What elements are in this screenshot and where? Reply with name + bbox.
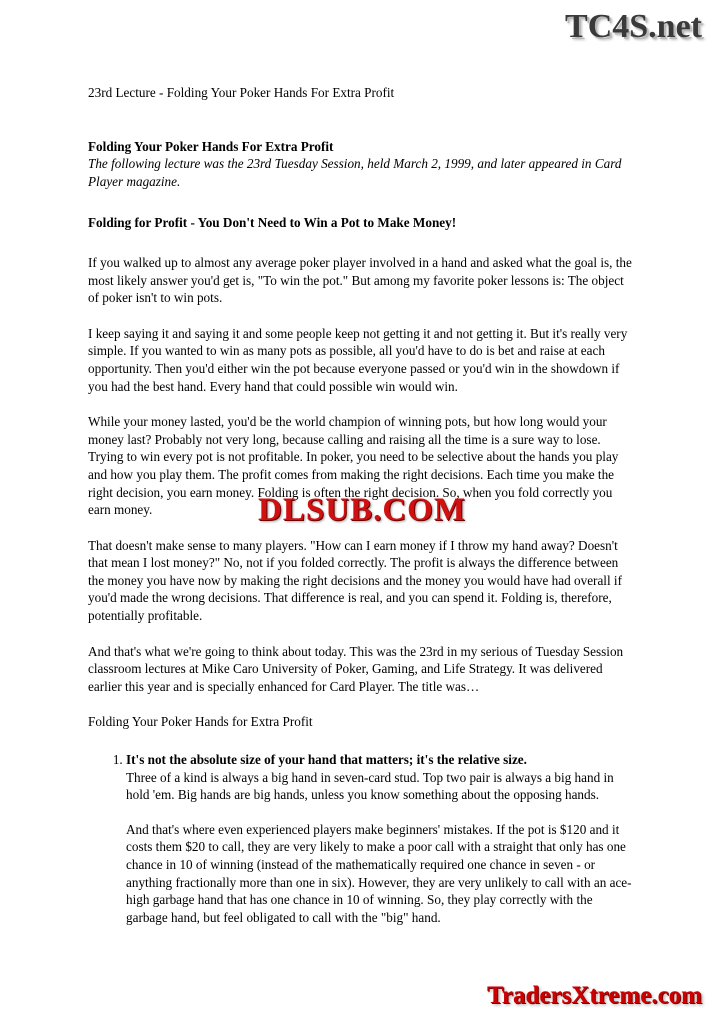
site-watermark-top: TC4S.net	[565, 8, 702, 45]
body-paragraph: I keep saying it and saying it and some people keep not getting it and not getting it. But it's really very simple. If you wanted to win as many pots as possible, all you'd have to do is bet and raise at each opportunity. Then you'd either win the pot because everyone passed or you'd win in the showdown if you had the best hand. Every hand that could possible win would win.	[88, 325, 628, 394]
list-item-paragraph: And that's where even experienced players make beginners' mistakes. If the pot is $120 and it costs them $20 to call, they are very likely to make a poor call with a straight that only has one chance in 10 of winning (instead of the mathematically required one chance in seven - or anything fractionally more than one in six). However, they are very unlikely to call with an ace-high garbage hand that has one chance in 10 of winning. So, they play correctly with the garbage hand, but feel obligated to call with the "big" hand.	[126, 821, 632, 925]
numbered-list	[88, 751, 633, 926]
body-paragraph: That doesn't make sense to many players. "How can I earn money if I throw my hand away? Doesn't that mean I lost money?" No, not if you folded correctly. The profit is always the difference between the money you have now by making the right decisions and the money you would have had overall if you'd made the wrong decisions. That difference is real, and you can spend it. Folding is, therefore, potentially profitable.	[88, 537, 622, 624]
page-title: Folding Your Poker Hands For Extra Profit	[88, 138, 334, 154]
document-subtitle: The following lecture was the 23rd Tuesday Session, held March 2, 1999, and later appeared in Card Player magazine.	[88, 156, 622, 189]
document-content	[88, 84, 633, 926]
list-item-paragraph: Three of a kind is always a big hand in seven-card stud. Top two pair is always a big hand in hold 'em. Big hands are big hands, unless you know something about the opposing hands.	[126, 769, 614, 803]
section-heading: Folding for Profit - You Don't Need to Win a Pot to Make Money!	[88, 215, 457, 231]
list-item-body	[126, 769, 633, 927]
body-paragraph: While your money lasted, you'd be the world champion of winning pots, but how long would your money last? Probably not very long, because calling and raising all the time is a sure way to lose. Trying to win every pot is not profitable. In poker, you need to be selective about the hands you play and how you play them. The profit comes from making the right decisions. Each time you make the right decision, you earn money. Folding is often the right decision. So, when you fold correctly you earn money.	[88, 414, 619, 518]
section-label: Folding Your Poker Hands for Extra Profit	[88, 714, 313, 730]
body-paragraph: If you walked up to almost any average poker player involved in a hand and asked what the goal is, the most likely answer you'd get is, "To win the pot." But among my favorite poker lessons is: The object of poker isn't to win pots.	[88, 254, 632, 306]
list-item	[126, 751, 633, 926]
running-title: 23rd Lecture - Folding Your Poker Hands For Extra Profit	[88, 85, 395, 100]
site-watermark-center: DLSUB.COM	[258, 492, 466, 528]
body-paragraph: And that's what we're going to think about today. This was the 23rd in my serious of Tuesday Session classroom lectures at Mike Caro University of Poker, Gaming, and Life Strategy. It was delivered earlier this year and is specially enhanced for Card Player. The title was…	[88, 643, 624, 694]
list-item-heading: 1. It's not the absolute size of your hand that matters; it's the relative size.	[126, 752, 527, 768]
site-watermark-bottom: TradersXtreme.com	[487, 982, 702, 1009]
